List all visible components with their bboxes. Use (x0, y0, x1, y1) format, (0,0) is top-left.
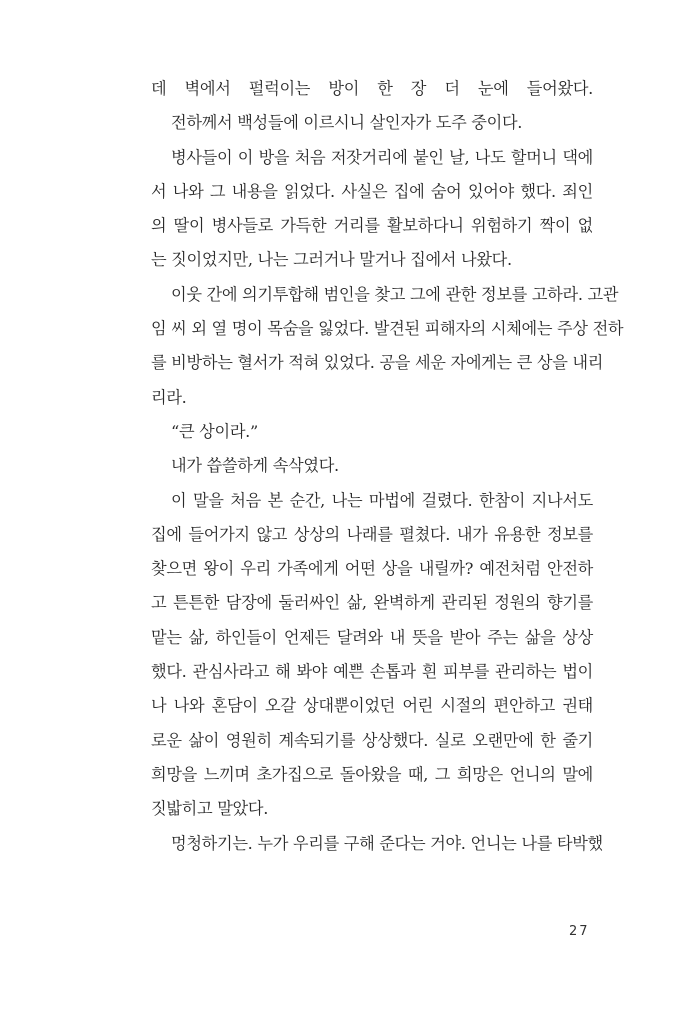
page-number: 27 (569, 924, 590, 939)
text-line: 병사들이 이 방을 처음 저잣거리에 붙인 날, 나도 할머니 댁에 (171, 147, 593, 167)
text-line: 집에 들어가지 않고 상상의 나래를 펼쳤다. 내가 유용한 정보를 (151, 524, 593, 544)
text-line: 짓밟히고 말았다. (151, 799, 269, 819)
text-line: 나 나와 혼담이 오갈 상대뿐이었던 어린 시절의 편안하고 권태 (151, 696, 593, 716)
text-line: 희망을 느끼며 초가집으로 돌아왔을 때, 그 희망은 언니의 말에 (151, 764, 593, 784)
text-line: 내가 씁쓸하게 속삭였다. (171, 456, 339, 476)
text-line: 맡는 삶, 하인들이 언제든 달려와 내 뜻을 받아 주는 삶을 상상 (151, 627, 593, 647)
text-line: 멍청하기는. 누가 우리를 구해 준다는 거야. 언니는 나를 타박했 (171, 833, 603, 853)
text-line: 임 씨 외 열 명이 목숨을 잃었다. 발견된 피해자의 시체에는 주상 전하 (151, 319, 624, 339)
text-line: 로운 삶이 영원히 계속되기를 상상했다. 실로 오랜만에 한 줄기 (151, 730, 593, 750)
text-line: 의 딸이 병사들로 가득한 거리를 활보하다니 위험하기 짝이 없 (151, 216, 593, 236)
text-line: 전하께서 백성들에 이르시니 살인자가 도주 중이다. (171, 113, 523, 133)
text-line: 이웃 간에 의기투합해 범인을 찾고 그에 관한 정보를 고하라. 고관 (171, 284, 619, 304)
body-text (151, 72, 624, 861)
text-line: 고 튼튼한 담장에 둘러싸인 삶, 완벽하게 관리된 정원의 향기를 (151, 593, 593, 613)
text-line: “큰 상이라.” (171, 421, 258, 441)
text-line: 는 짓이었지만, 나는 그러거나 말거나 집에서 나왔다. (151, 250, 512, 270)
text-line: 했다. 관심사라고 해 봐야 예쁜 손톱과 흰 피부를 관리하는 법이 (151, 662, 593, 682)
text-line: 를 비방하는 혈서가 적혀 있었다. 공을 세운 자에게는 큰 상을 내리 (151, 353, 604, 373)
text-line: 찾으면 왕이 우리 가족에게 어떤 상을 내릴까? 예전처럼 안전하 (151, 559, 593, 579)
text-line: 데 벽에서 펄럭이는 방이 한 장 더 눈에 들어왔다. (151, 79, 593, 98)
text-line: 리라. (151, 387, 187, 407)
text-line: 서 나와 그 내용을 읽었다. 사실은 집에 숨어 있어야 했다. 죄인 (151, 181, 593, 201)
text-line: 이 말을 처음 본 순간, 나는 마법에 걸렸다. 한참이 지나서도 (171, 490, 593, 510)
